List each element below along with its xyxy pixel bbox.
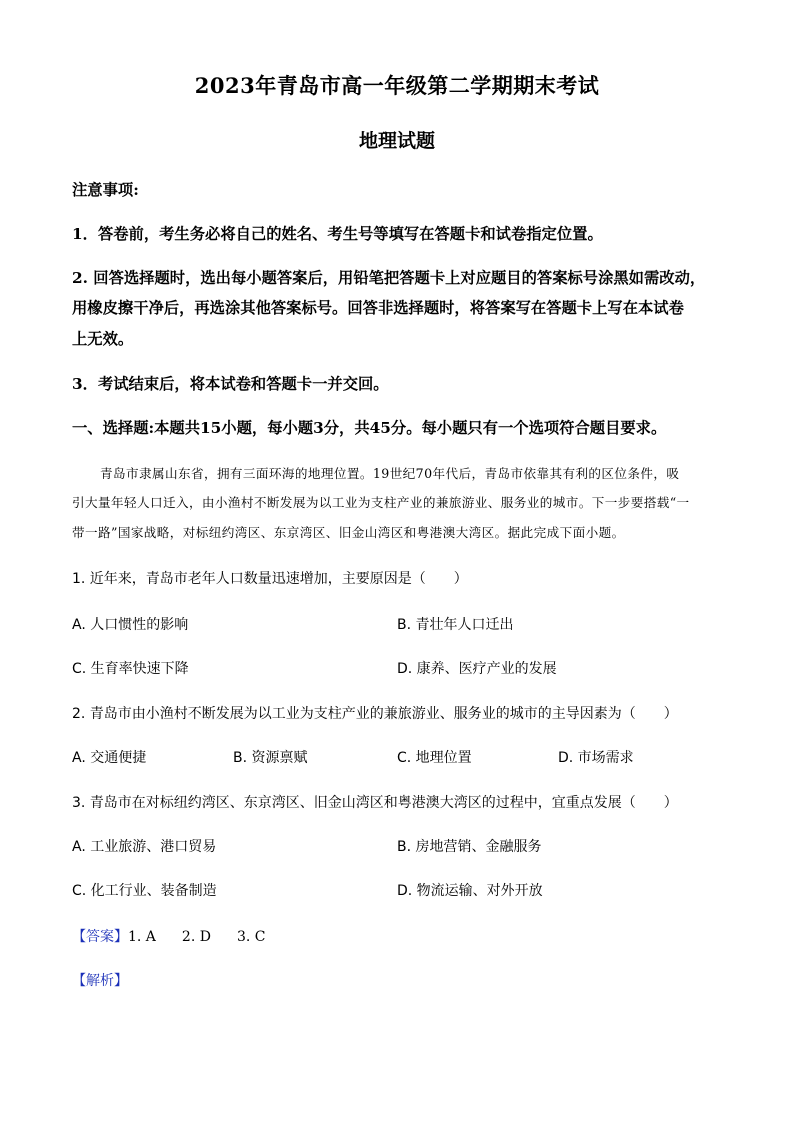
- question-1-option-c[interactable]: C. 生育率快速下降: [72, 661, 189, 677]
- question-3-option-a[interactable]: A. 工业旅游、港口贸易: [72, 839, 217, 855]
- question-2-option-a[interactable]: A. 交通便捷: [72, 750, 147, 766]
- answer-3: 3. C: [236, 929, 266, 945]
- question-1-stem: 1. 近年来，青岛市老年人口数量迅速增加，主要原因是（ ）: [72, 571, 468, 587]
- notice-item-2-line-2: 用橡皮擦干净后，再选涂其他答案标号。回答非选择题时，将答案写在答题卡上写在本试卷: [72, 299, 684, 317]
- answer-label: 【答案】: [72, 929, 128, 945]
- exam-title: 2023年青岛市高一年级第二学期期末考试: [194, 73, 600, 98]
- answer-line: [72, 926, 266, 946]
- question-2-option-c[interactable]: C. 地理位置: [397, 750, 472, 766]
- notice-item-2-line-3: 上无效。: [72, 330, 134, 348]
- question-2-stem: 2. 青岛市由小渔村不断发展为以工业为支柱产业的兼旅游业、服务业的城市的主导因素为（ ）: [72, 706, 678, 722]
- passage-line-2: 引大量年轻人口迁入，由小渔村不断发展为以工业为支柱产业的兼旅游业、服务业的城市。下一步要搭载“一: [72, 495, 690, 510]
- question-3-option-d[interactable]: D. 物流运输、对外开放: [397, 883, 543, 899]
- question-3-option-b[interactable]: B. 房地营销、金融服务: [397, 839, 542, 855]
- section-heading: 一、选择题:本题共15小题，每小题3分，共45分。每小题只有一个选项符合题目要求。: [72, 419, 667, 437]
- notice-item-2-line-1: 2. 回答选择题时，选出每小题答案后，用铅笔把答题卡上对应题目的答案标号涂黑如需改动，: [72, 269, 706, 287]
- question-2-option-d[interactable]: D. 市场需求: [558, 750, 634, 766]
- notice-item-1: 1．答卷前，考生务必将自己的姓名、考生号等填写在答题卡和试卷指定位置。: [72, 225, 603, 243]
- question-1-option-d[interactable]: D. 康养、医疗产业的发展: [397, 661, 557, 677]
- exam-subtitle: 地理试题: [358, 130, 435, 152]
- analysis-label: 【解析】: [72, 973, 128, 989]
- notice-item-3: 3．考试结束后，将本试卷和答题卡一并交回。: [72, 375, 389, 393]
- question-1-option-a[interactable]: A. 人口惯性的影响: [72, 617, 189, 633]
- passage-line-3: 带一路”国家战略，对标纽约湾区、东京湾区、旧金山湾区和粤港澳大湾区。据此完成下面小题。: [72, 525, 625, 540]
- passage-line-1: 青岛市隶属山东省，拥有三面环海的地理位置。19世纪70年代后，青岛市依靠其有利的区位条件，吸: [100, 466, 680, 481]
- answer-1: 1. A: [128, 929, 156, 945]
- answer-2: 2. D: [181, 929, 211, 945]
- question-1-option-b[interactable]: B. 青壮年人口迁出: [397, 617, 514, 633]
- question-2-option-b[interactable]: B. 资源禀赋: [233, 750, 308, 766]
- question-3-option-c[interactable]: C. 化工行业、装备制造: [72, 883, 217, 899]
- notice-heading: 注意事项:: [72, 181, 139, 199]
- question-3-stem: 3. 青岛市在对标纽约湾区、东京湾区、旧金山湾区和粤港澳大湾区的过程中，宜重点发展（ ）: [72, 795, 678, 811]
